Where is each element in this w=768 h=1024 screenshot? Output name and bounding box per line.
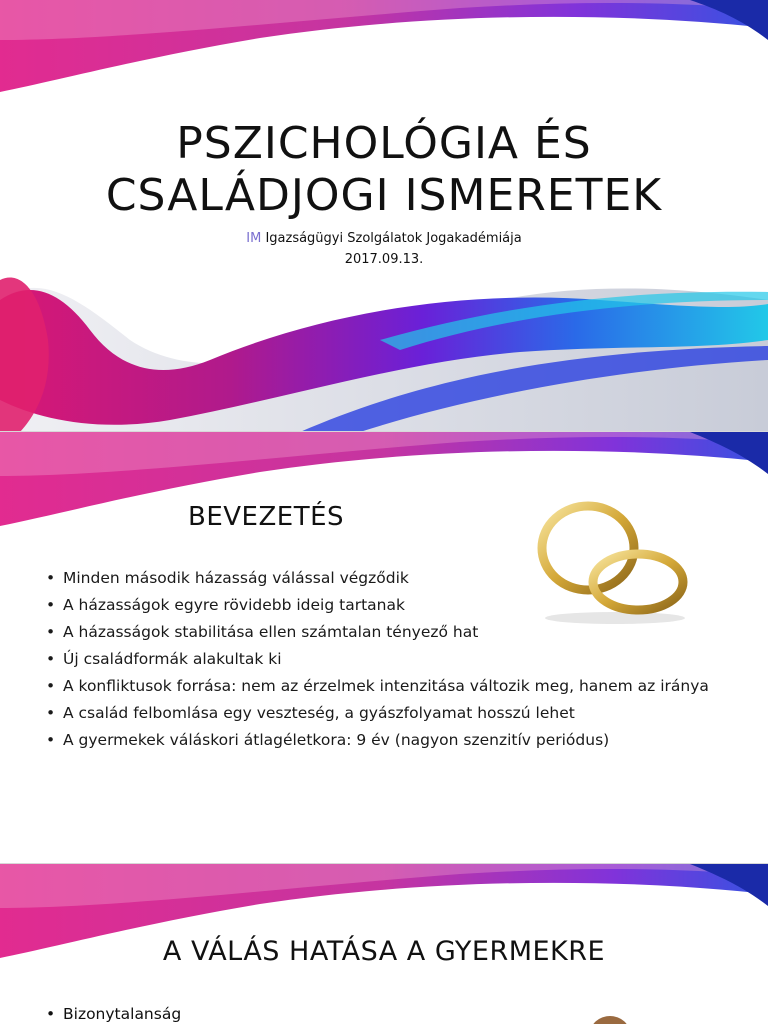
list-item: • A házasságok egyre rövidebb ideig tartanak — [46, 595, 726, 615]
bullet-list — [46, 1004, 181, 1024]
title-line-2: CSALÁDJOGI ISMERETEK — [105, 170, 663, 221]
slide-heading: A VÁLÁS HATÁSA A GYERMEKRE — [162, 936, 606, 967]
slide-heading: BEVEZETÉS — [188, 502, 345, 532]
list-item: • A házasságok stabilitása ellen számtalan tényező hat — [46, 622, 726, 642]
list-item: • Bizonytalanság — [46, 1004, 181, 1024]
presentation-title — [0, 118, 768, 222]
child-photo — [588, 1004, 632, 1024]
subtitle-prefix: IM — [246, 231, 262, 246]
list-item: • A család felbomlása egy veszteség, a gyászfolyamat hosszú lehet — [46, 703, 726, 723]
list-item: • A konfliktusok forrása: nem az érzelmek intenzitása változik meg, hanem az iránya — [46, 676, 726, 696]
intro-slide — [0, 432, 768, 864]
subtitle-line — [0, 228, 768, 249]
bullet-list — [46, 568, 726, 757]
list-item: • Új családformák alakultak ki — [46, 649, 726, 669]
subtitle-date: 2017.09.13. — [344, 252, 424, 267]
subtitle-org: Igazságügyi Szolgálatok Jogakadémiája — [261, 231, 522, 246]
title-line-1: PSZICHOLÓGIA ÉS — [176, 118, 592, 169]
subtitle — [0, 228, 768, 270]
title-slide — [0, 0, 768, 432]
list-item: • Minden második házasság válással végződik — [46, 568, 726, 588]
list-item: • A gyermekek váláskori átlagéletkora: 9 év (nagyon szenzitív periódus) — [46, 730, 726, 750]
effects-slide — [0, 864, 768, 1024]
